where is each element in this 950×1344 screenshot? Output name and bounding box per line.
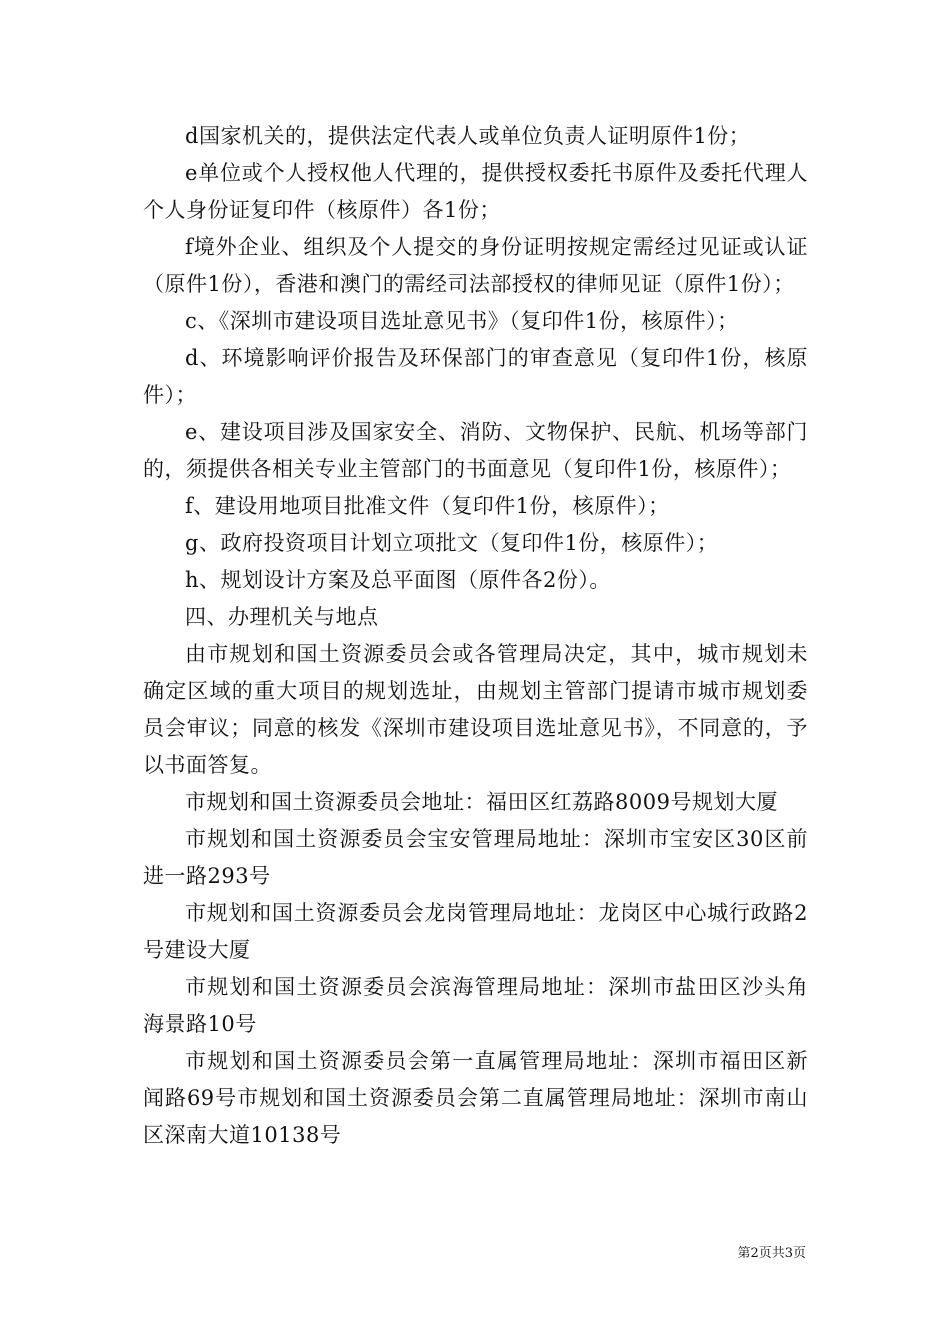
paragraph-c-site-opinion: c、《深圳市建设项目选址意见书》（复印件1份，核原件）； (185, 309, 739, 333)
paragraph-f-land-approval: f、建设用地项目批准文件（复印件1份，核原件）； (185, 494, 670, 518)
paragraph-g-investment: g、政府投资项目计划立项批文（复印件1份，核原件）； (185, 531, 719, 555)
address-longgang: 市规划和国土资源委员会龙岗管理局地址：龙岗区中心城行政路2号建设大厦 (143, 901, 808, 962)
paragraph-d-environment: d、环境影响评价报告及环保部门的审查意见（复印件1份，核原件）； (143, 346, 808, 407)
address-baoan: 市规划和国土资源委员会宝安管理局地址：深圳市宝安区30区前进一路293号 (143, 827, 808, 888)
address-commission: 市规划和国土资源委员会地址：福田区红荔路8009号规划大厦 (185, 790, 778, 814)
paragraph-h-design: h、规划设计方案及总平面图（原件各2份）。 (185, 568, 611, 592)
page-number: 第2页共3页 (737, 1246, 806, 1261)
address-direct-bureaus: 市规划和国土资源委员会第一直属管理局地址：深圳市福田区新闻路69号市规划和国土资源委员会第二直属管理局地址：深圳市南山区深南大道10138号 (143, 1049, 808, 1147)
address-binhai: 市规划和国土资源委员会滨海管理局地址：深圳市盐田区沙头角海景路10号 (143, 975, 808, 1036)
paragraph-e-departments: e、建设项目涉及国家安全、消防、文物保护、民航、机场等部门的，须提供各相关专业主管部门的书面意见（复印件1份，核原件）； (143, 420, 808, 481)
paragraph-d-state-organ: d国家机关的，提供法定代表人或单位负责人证明原件1份； (185, 124, 751, 148)
paragraph-e-authorization: e单位或个人授权他人代理的，提供授权委托书原件及委托代理人个人身份证复印件（核原件）各1份； (143, 161, 808, 222)
section-heading-authority: 四、办理机关与地点 (185, 605, 379, 629)
paragraph-f-overseas: f境外企业、组织及个人提交的身份证明按规定需经过见证或认证（原件1份），香港和澳门的需经司法部授权的律师见证（原件1份）； (143, 235, 808, 296)
document-body (143, 118, 808, 1154)
paragraph-decision: 由市规划和国土资源委员会或各管理局决定，其中，城市规划未确定区域的重大项目的规划选址，由规划主管部门提请市城市规划委员会审议；同意的核发《深圳市建设项目选址意见书》，不同意的，予以书面答复。 (143, 642, 808, 777)
